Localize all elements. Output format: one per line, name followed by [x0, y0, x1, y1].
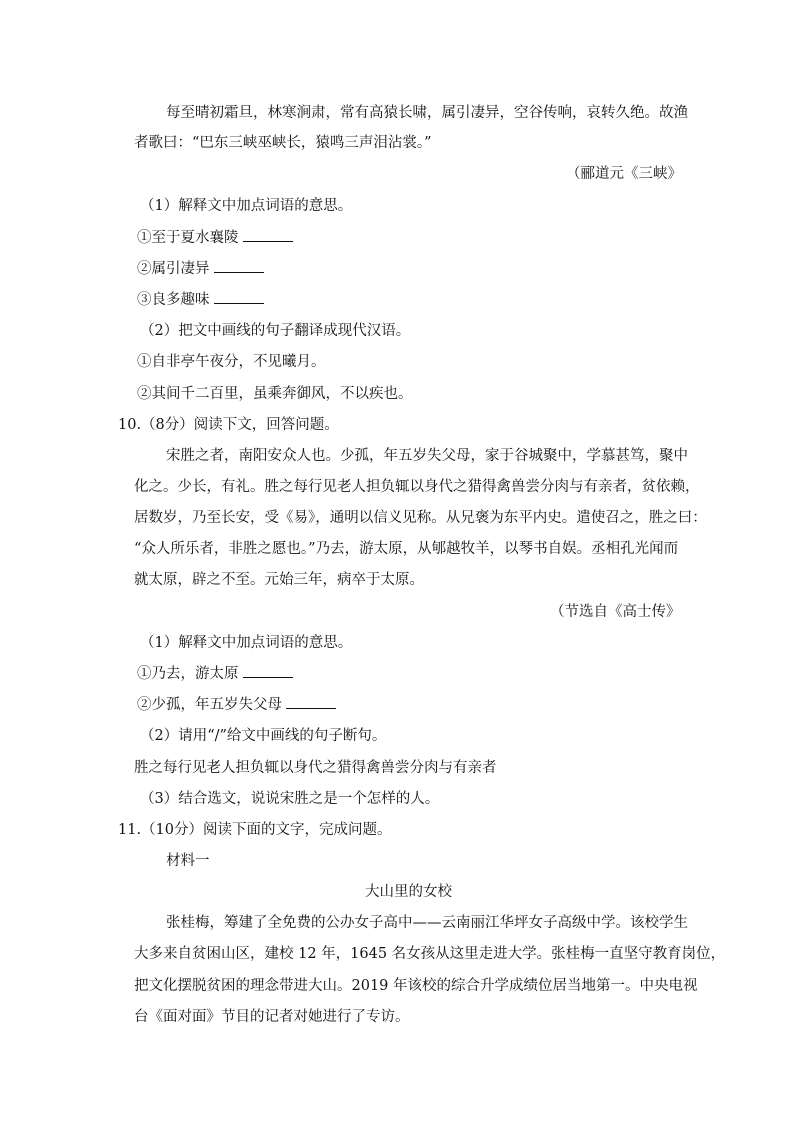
answer-blank[interactable]	[243, 228, 293, 242]
q11-p2: 大多来自贫困山区，建校 12 年，1645 名女孩从这里走进大学。张桂梅一直坚守教育岗位，	[134, 946, 726, 962]
q10-header: 10.（8分）阅读下文，回答问题。	[118, 417, 339, 433]
q10-p3: 居数岁，乃至长安，受《易》，通明以信义见称。从兄褒为东平内史。遣使召之，胜之曰：	[134, 510, 707, 526]
q11-p1: 张桂梅，筹建了全免费的公办女子高中——云南丽江华坪女子高级中学。该校学生	[166, 915, 688, 931]
answer-blank[interactable]	[286, 695, 336, 709]
answer-blank[interactable]	[243, 664, 293, 678]
q10-source: （节选自《高士传》	[550, 604, 681, 620]
q10-p2: 化之。少长，有礼。胜之每行见老人担负辄以身代之猎得禽兽尝分肉与有亲者，贫依赖，	[134, 479, 700, 495]
q10-sentence: 胜之每行见老人担负辄以身代之猎得禽兽尝分肉与有亲者	[134, 760, 497, 776]
q11-title: 大山里的女校	[365, 884, 452, 900]
q9-item-3: ③良多趣味	[137, 290, 264, 310]
passage1-source: （郦道元《三峡》	[566, 166, 682, 182]
q11-p4: 台《面对面》节目的记者对她进行了专访。	[134, 1009, 410, 1025]
q10-item-2: ②少孤，年五岁失父母	[137, 695, 336, 715]
q9-item-2: ②属引凄异	[137, 259, 264, 279]
q9-part1: （1）解释文中加点词语的意思。	[140, 198, 353, 214]
q10-part3: （3）结合选文，说说宋胜之是一个怎样的人。	[140, 791, 440, 807]
q9-translate-2: ②其间千二百里，虽乘奔御风，不以疾也。	[137, 386, 413, 402]
answer-blank[interactable]	[214, 290, 264, 304]
q9-item-1: ①至于夏水襄陵	[137, 228, 293, 248]
q10-p4: “众人所乐者，非胜之愿也。”乃去，游太原，从郇越牧羊，以琴书自娱。丞相孔光闻而	[134, 541, 679, 557]
q10-p1: 宋胜之者，南阳安众人也。少孤，年五岁失父母，家于谷城聚中，学慕甚笃，聚中	[166, 448, 688, 464]
q10-part2: （2）请用“/”给文中画线的句子断句。	[140, 728, 387, 744]
passage1-line1: 每至晴初霜旦，林寒涧肃，常有高猿长啸，属引凄异，空谷传响，哀转久绝。故渔	[166, 105, 688, 121]
q11-material-label: 材料一	[166, 853, 210, 869]
q11-header: 11.（10分）阅读下面的文字，完成问题。	[118, 822, 392, 838]
q9-part2: （2）把文中画线的句子翻译成现代汉语。	[140, 323, 411, 339]
q10-item-1: ①乃去，游太原	[137, 664, 293, 684]
q11-p3: 把文化摆脱贫困的理念带进大山。2019 年该校的综合升学成绩位居当地第一。中央电视	[134, 978, 698, 994]
answer-blank[interactable]	[214, 259, 264, 273]
passage1-line2: 者歌曰：“巴东三峡巫峡长，猿鸣三声泪沾裳。”	[134, 135, 432, 151]
q10-p5: 就太原，辟之不至。元始三年，病卒于太原。	[134, 572, 424, 588]
q9-translate-1: ①自非亭午夜分，不见曦月。	[137, 354, 326, 370]
q10-part1: （1）解释文中加点词语的意思。	[140, 635, 353, 651]
